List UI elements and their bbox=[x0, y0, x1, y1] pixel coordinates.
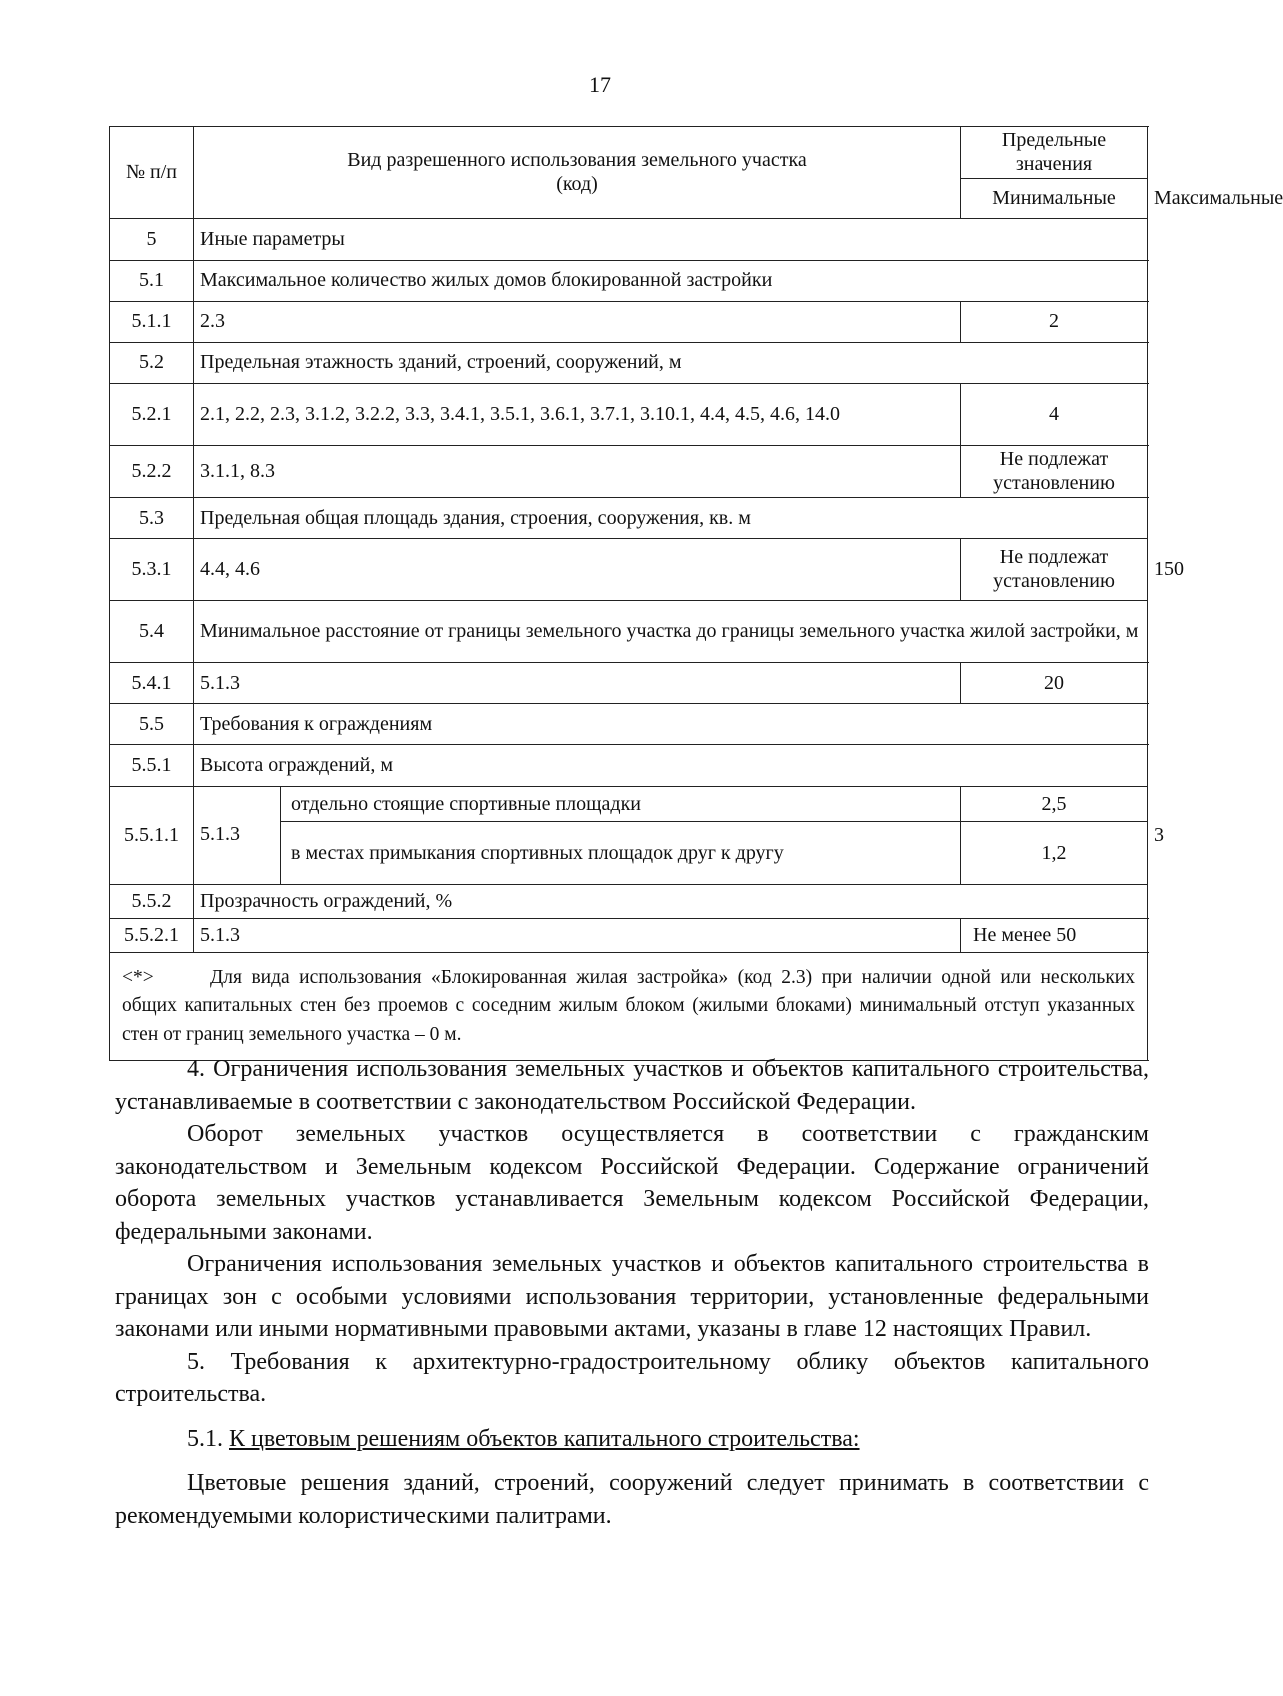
row-num: 5.5.1.1 bbox=[110, 787, 194, 885]
table-row bbox=[110, 919, 1148, 953]
row-num: 5.2.1 bbox=[110, 384, 194, 446]
row-num: 5.5 bbox=[110, 704, 194, 745]
row-code: 4.4, 4.6 bbox=[194, 539, 961, 601]
table-note-row bbox=[110, 953, 1148, 1061]
table-row: 5.3.1 4.4, 4.6 Не подлежат установлению 150 bbox=[110, 539, 1148, 601]
row-num: 5.5.1 bbox=[110, 745, 194, 787]
row-code: 5.1.3 bbox=[194, 787, 281, 885]
parameters-table bbox=[109, 126, 1283, 1061]
row-min: Не подлежат установлению bbox=[961, 539, 1148, 601]
row-text: Требования к ограждениям bbox=[194, 704, 1148, 745]
row-min: 2,5 bbox=[961, 787, 1148, 822]
table-row bbox=[110, 302, 1148, 343]
section-5-1-number: 5.1. bbox=[187, 1425, 223, 1452]
row-num: 5 bbox=[110, 219, 194, 261]
header-limits: Предельные значения bbox=[961, 127, 1148, 179]
row-num: 5.4.1 bbox=[110, 663, 194, 704]
table-row bbox=[110, 446, 1148, 498]
row-num: 5.2.2 bbox=[110, 446, 194, 498]
row-num: 5.3.1 bbox=[110, 539, 194, 601]
row-text: Предельная этажность зданий, строений, сооружений, м bbox=[194, 343, 1148, 384]
row-text: Прозрачность ограждений, % bbox=[194, 885, 1148, 919]
row-code: 2.1, 2.2, 2.3, 3.1.2, 3.2.2, 3.3, 3.4.1, 3.5.1, 3.6.1, 3.7.1, 3.10.1, 4.4, 4.5, 4.6, 14.0 bbox=[194, 384, 961, 446]
row-value: 20 bbox=[961, 663, 1148, 704]
row-code: 3.1.1, 8.3 bbox=[194, 446, 961, 498]
row-text: Максимальное количество жилых домов блокированной застройки bbox=[194, 261, 1148, 302]
row-code: 5.1.3 bbox=[194, 663, 961, 704]
row-num: 5.2 bbox=[110, 343, 194, 384]
table-row bbox=[110, 663, 1148, 704]
row-min: 1,2 bbox=[961, 822, 1148, 885]
row-subtext: в местах примыкания спортивных площадок друг к другу bbox=[281, 822, 961, 885]
row-num: 5.3 bbox=[110, 498, 194, 539]
table-row bbox=[110, 261, 1148, 302]
row-text: Иные параметры bbox=[194, 219, 1148, 261]
row-text: Высота ограждений, м bbox=[194, 745, 1148, 787]
paragraph-land-turnover: Оборот земельных участков осуществляется в соответствии с гражданским законодательством и Земельным кодексом Российской Федерации. Содержание ограничений оборота земельных участков устанавливается Земельным кодексом Российской Федерации, федеральными законами. bbox=[115, 1121, 1149, 1245]
row-subtext: отдельно стоящие спортивные площадки bbox=[281, 787, 961, 822]
table-row: 5.5.1.1 5.1.3 отдельно стоящие спортивные площадки 2,5 3 bbox=[110, 787, 1148, 822]
header-usage-type: Вид разрешенного использования земельного участка (код) bbox=[194, 127, 961, 219]
table-header-row: Минимальные Максимальные bbox=[110, 179, 1148, 219]
table-row bbox=[110, 704, 1148, 745]
table-row bbox=[110, 885, 1148, 919]
paragraph-section-5-1 bbox=[115, 1423, 1149, 1456]
row-num: 5.4 bbox=[110, 601, 194, 663]
row-num: 5.1 bbox=[110, 261, 194, 302]
section-5-1-title: К цветовым решениям объектов капитального строительства: bbox=[229, 1425, 860, 1452]
header-num: № п/п bbox=[110, 127, 194, 219]
row-value: 2 bbox=[961, 302, 1148, 343]
table-row bbox=[110, 384, 1148, 446]
header-min: Минимальные bbox=[961, 179, 1148, 219]
row-code: 2.3 bbox=[194, 302, 961, 343]
row-code: 5.1.3 bbox=[194, 919, 961, 953]
row-value: Не подлежат установлению bbox=[961, 446, 1148, 498]
note-text: Для вида использования «Блокированная жилая застройка» (код 2.3) при наличии одной или нескольких общих капитальных стен без проемов с соседним жилым блоком (жилыми блоками) минимальный отступ указанных стен от границ земельного участка – 0 м. bbox=[122, 966, 1135, 1046]
note-mark: <*> bbox=[122, 966, 154, 988]
row-value: 4 bbox=[961, 384, 1148, 446]
page-number: 17 bbox=[589, 72, 611, 97]
row-num: 5.5.2 bbox=[110, 885, 194, 919]
row-num: 5.5.2.1 bbox=[110, 919, 194, 953]
row-value: Не менее 50 bbox=[961, 919, 1148, 953]
row-num: 5.1.1 bbox=[110, 302, 194, 343]
table-row bbox=[110, 745, 1148, 787]
row-text: Минимальное расстояние от границы земельного участка до границы земельного участка жилой застройки, м bbox=[194, 601, 1148, 663]
table-row bbox=[110, 219, 1148, 261]
paragraph-zone-restrictions: Ограничения использования земельных участков и объектов капитального строительства в границах зон с особыми условиями использования территории, установленные федеральными законами или иными нормативными правовыми актами, указаны в главе 12 настоящих Правил. bbox=[115, 1251, 1149, 1342]
paragraph-section-4: 4. Ограничения использования земельных участков и объектов капитального строительства, устанавливаемые в соответствии с законодательством Российской Федерации. bbox=[115, 1056, 1149, 1115]
table-row bbox=[110, 601, 1148, 663]
table-row bbox=[110, 343, 1148, 384]
paragraph-section-5: 5. Требования к архитектурно-градостроительному облику объектов капитального строительства. bbox=[115, 1348, 1149, 1407]
document-body bbox=[115, 1053, 1149, 1532]
row-text: Предельная общая площадь здания, строения, сооружения, кв. м bbox=[194, 498, 1148, 539]
table-header-row bbox=[110, 127, 1148, 179]
table-note bbox=[110, 953, 1148, 1061]
table-row bbox=[110, 498, 1148, 539]
paragraph-color-solutions: Цветовые решения зданий, строений, сооружений следует принимать в соответствии с рекомендуемыми колористическими палитрами. bbox=[115, 1470, 1149, 1529]
